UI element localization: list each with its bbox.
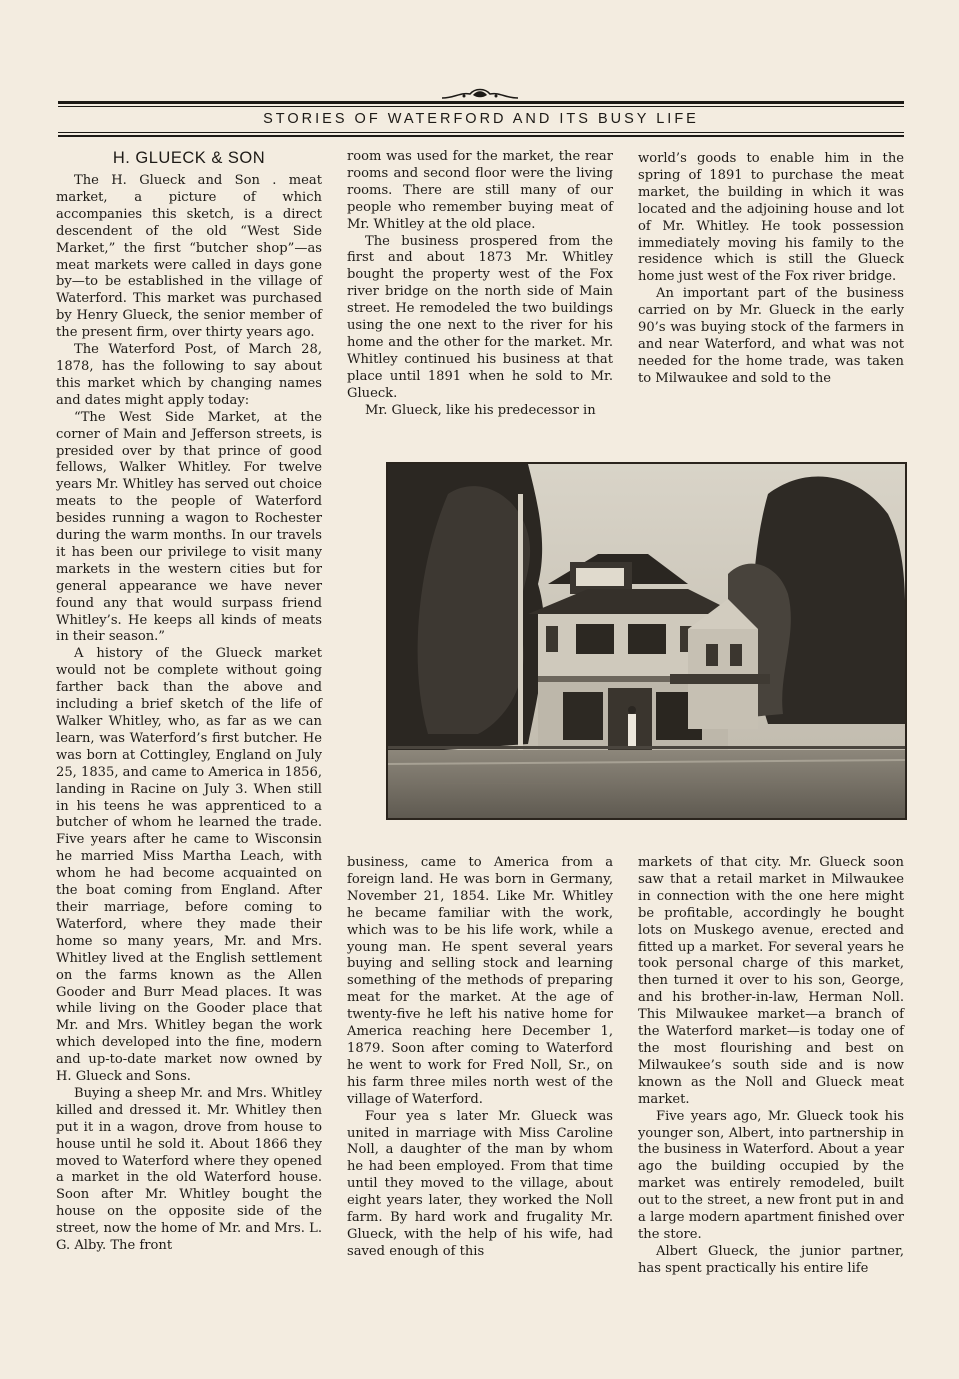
article-headline: H. GLUECK & SON	[112, 149, 266, 167]
column-3-bottom	[638, 855, 904, 1278]
header-rule-bottom	[58, 135, 904, 137]
paragraph: “The West Side Market, at the corner of Main and Jefferson streets, is presided over by that prince of good fellows, Walker Whitley. For twelve years Mr. Whitley has served out choice meats to the people of Waterford besides running a wagon to Rochester during the warm months. In our travels it has been our privilege to visit many markets in the western cities but for general appearance we have never found any that would surpass friend Whitley’s. He keeps all kinds of meats in their season.”	[56, 409, 322, 645]
running-title: STORIES OF WATERFORD AND ITS BUSY LIFE	[263, 111, 699, 127]
column-2-bottom	[347, 855, 613, 1261]
paragraph: Four yea s later Mr. Glueck was united in marriage with Miss Caroline Noll, a daughter of the man by whom he had been employed. From that time until they moved to the village, about eight years later, they worked the Noll farm. By hard work and frugality Mr. Glueck, with the help of his wife, had saved enough of this	[347, 1108, 613, 1259]
paragraph: Albert Glueck, the junior partner, has spent practically his entire life	[638, 1243, 904, 1276]
header-rule-bottom-thin	[58, 132, 904, 133]
header-ornament-icon	[440, 86, 520, 102]
column-2-top	[347, 149, 613, 420]
market-building-photo	[386, 462, 907, 820]
paragraph: Mr. Glueck, like his predecessor in	[365, 402, 596, 418]
header-rule-top-thin	[58, 106, 904, 107]
column-1	[56, 173, 322, 1255]
paragraph: world’s goods to enable him in the spring of 1891 to purchase the meat market, the building in which it was located and the adjoining house and lot of Mr. Whitley. He took possession immediately moving his family to the residence which is still the Glueck home just west of the Fox river bridge.	[638, 151, 904, 285]
photo-illustration	[388, 464, 905, 818]
paragraph: business, came to America from a foreign land. He was born in Germany, November 21, 1854. Like Mr. Whitley he became familiar with the work, which was to be his life work, while a young man. He spent several years buying and selling stock and learning something of the methods of preparing meat for the market. At the age of twenty-five he left his native home for America reaching here December 1, 1879. Soon after coming to Waterford he went to work for Fred Noll, Sr., on his farm three miles north west of the village of Waterford.	[347, 855, 613, 1107]
paragraph: An important part of the business carried on by Mr. Glueck in the early 90’s was buying stock of the farmers in and near Waterford, and what was not needed for the home trade, was taken to Milwaukee and sold to the	[638, 286, 904, 386]
header-rule-top	[58, 101, 904, 104]
column-3-top	[638, 151, 904, 388]
paragraph: Buying a sheep Mr. and Mrs. Whitley killed and dressed it. Mr. Whitley then put it in a wagon, drove from house to house until he sold it. About 1866 they moved to Waterford where they opened a market in the old Waterford house. Soon after Mr. Whitley bought the house on the opposite side of the street, now the home of Mr. and Mrs. L. G. Alby. The front	[56, 1085, 322, 1254]
paragraph: A history of the Glueck market would not be complete without going farther back than the above and including a brief sketch of the life of Walker Whitley, who, as far as we can learn, was Waterford’s first butcher. He was born at Cottingley, England on July 25, 1835, and came to America in 1856, landing in Racine on July 3. When still in his teens he was apprenticed to a butcher of whom he learned the trade. Five years after he came to Wisconsin he married Miss Martha Leach, with whom he had become acquainted on the boat coming from England. After their marriage, before coming to Waterford, where they made their home so many years, Mr. and Mrs. Whitley lived at the English settlement on the farms known as the Allen Gooder and Burr Mead places. It was while living on the Gooder place that Mr. and Mrs. Whitley began the work which developed into the fine, modern and up-to-date market now owned by H. Glueck and Sons.	[56, 646, 322, 1085]
paragraph: room was used for the market, the rear rooms and second floor were the living rooms. There are still many of our people who remember buying meat of Mr. Whitley at the old place.	[347, 149, 613, 232]
paragraph: The Waterford Post, of March 28, 1878, has the following to say about this market which by changing names and dates might apply today:	[56, 342, 322, 408]
paragraph: The business prospered from the first and about 1873 Mr. Whitley bought the property west of the Fox river bridge on the north side of Main street. He remodeled the two buildings using the one next to the river for his home and the other for the market. Mr. Whitley continued his business at that place until 1891 when he sold to Mr. Glueck.	[347, 233, 613, 401]
paragraph: Five years ago, Mr. Glueck took his younger son, Albert, into partnership in the business in Waterford. About a year ago the building occupied by the market was entirely remodeled, built out to the street, a new front put in and a large modern apartment finished over the store.	[638, 1108, 904, 1242]
paragraph: markets of that city. Mr. Glueck soon saw that a retail market in Milwaukee in connection with the one here might be profitable, accordingly he bought lots on Muskego avenue, erected and fitted up a market. For several years he took personal charge of this market, then turned it over to his son, George, and his brother-in-law, Herman Noll. This Milwaukee market—a branch of the Waterford market—is today one of the most flourishing and best on Milwaukee’s south side and is now known as the Noll and Glueck meat market.	[638, 855, 904, 1107]
paragraph: The H. Glueck and Son . meat market, a picture of which accompanies this sketch, is a direct descendent of the old “West Side Market,” the first “butcher shop”—as meat markets were called in days gone by—to be established in the village of Waterford. This market was purchased by Henry Glueck, the senior member of the present firm, over thirty years ago.	[56, 173, 322, 341]
